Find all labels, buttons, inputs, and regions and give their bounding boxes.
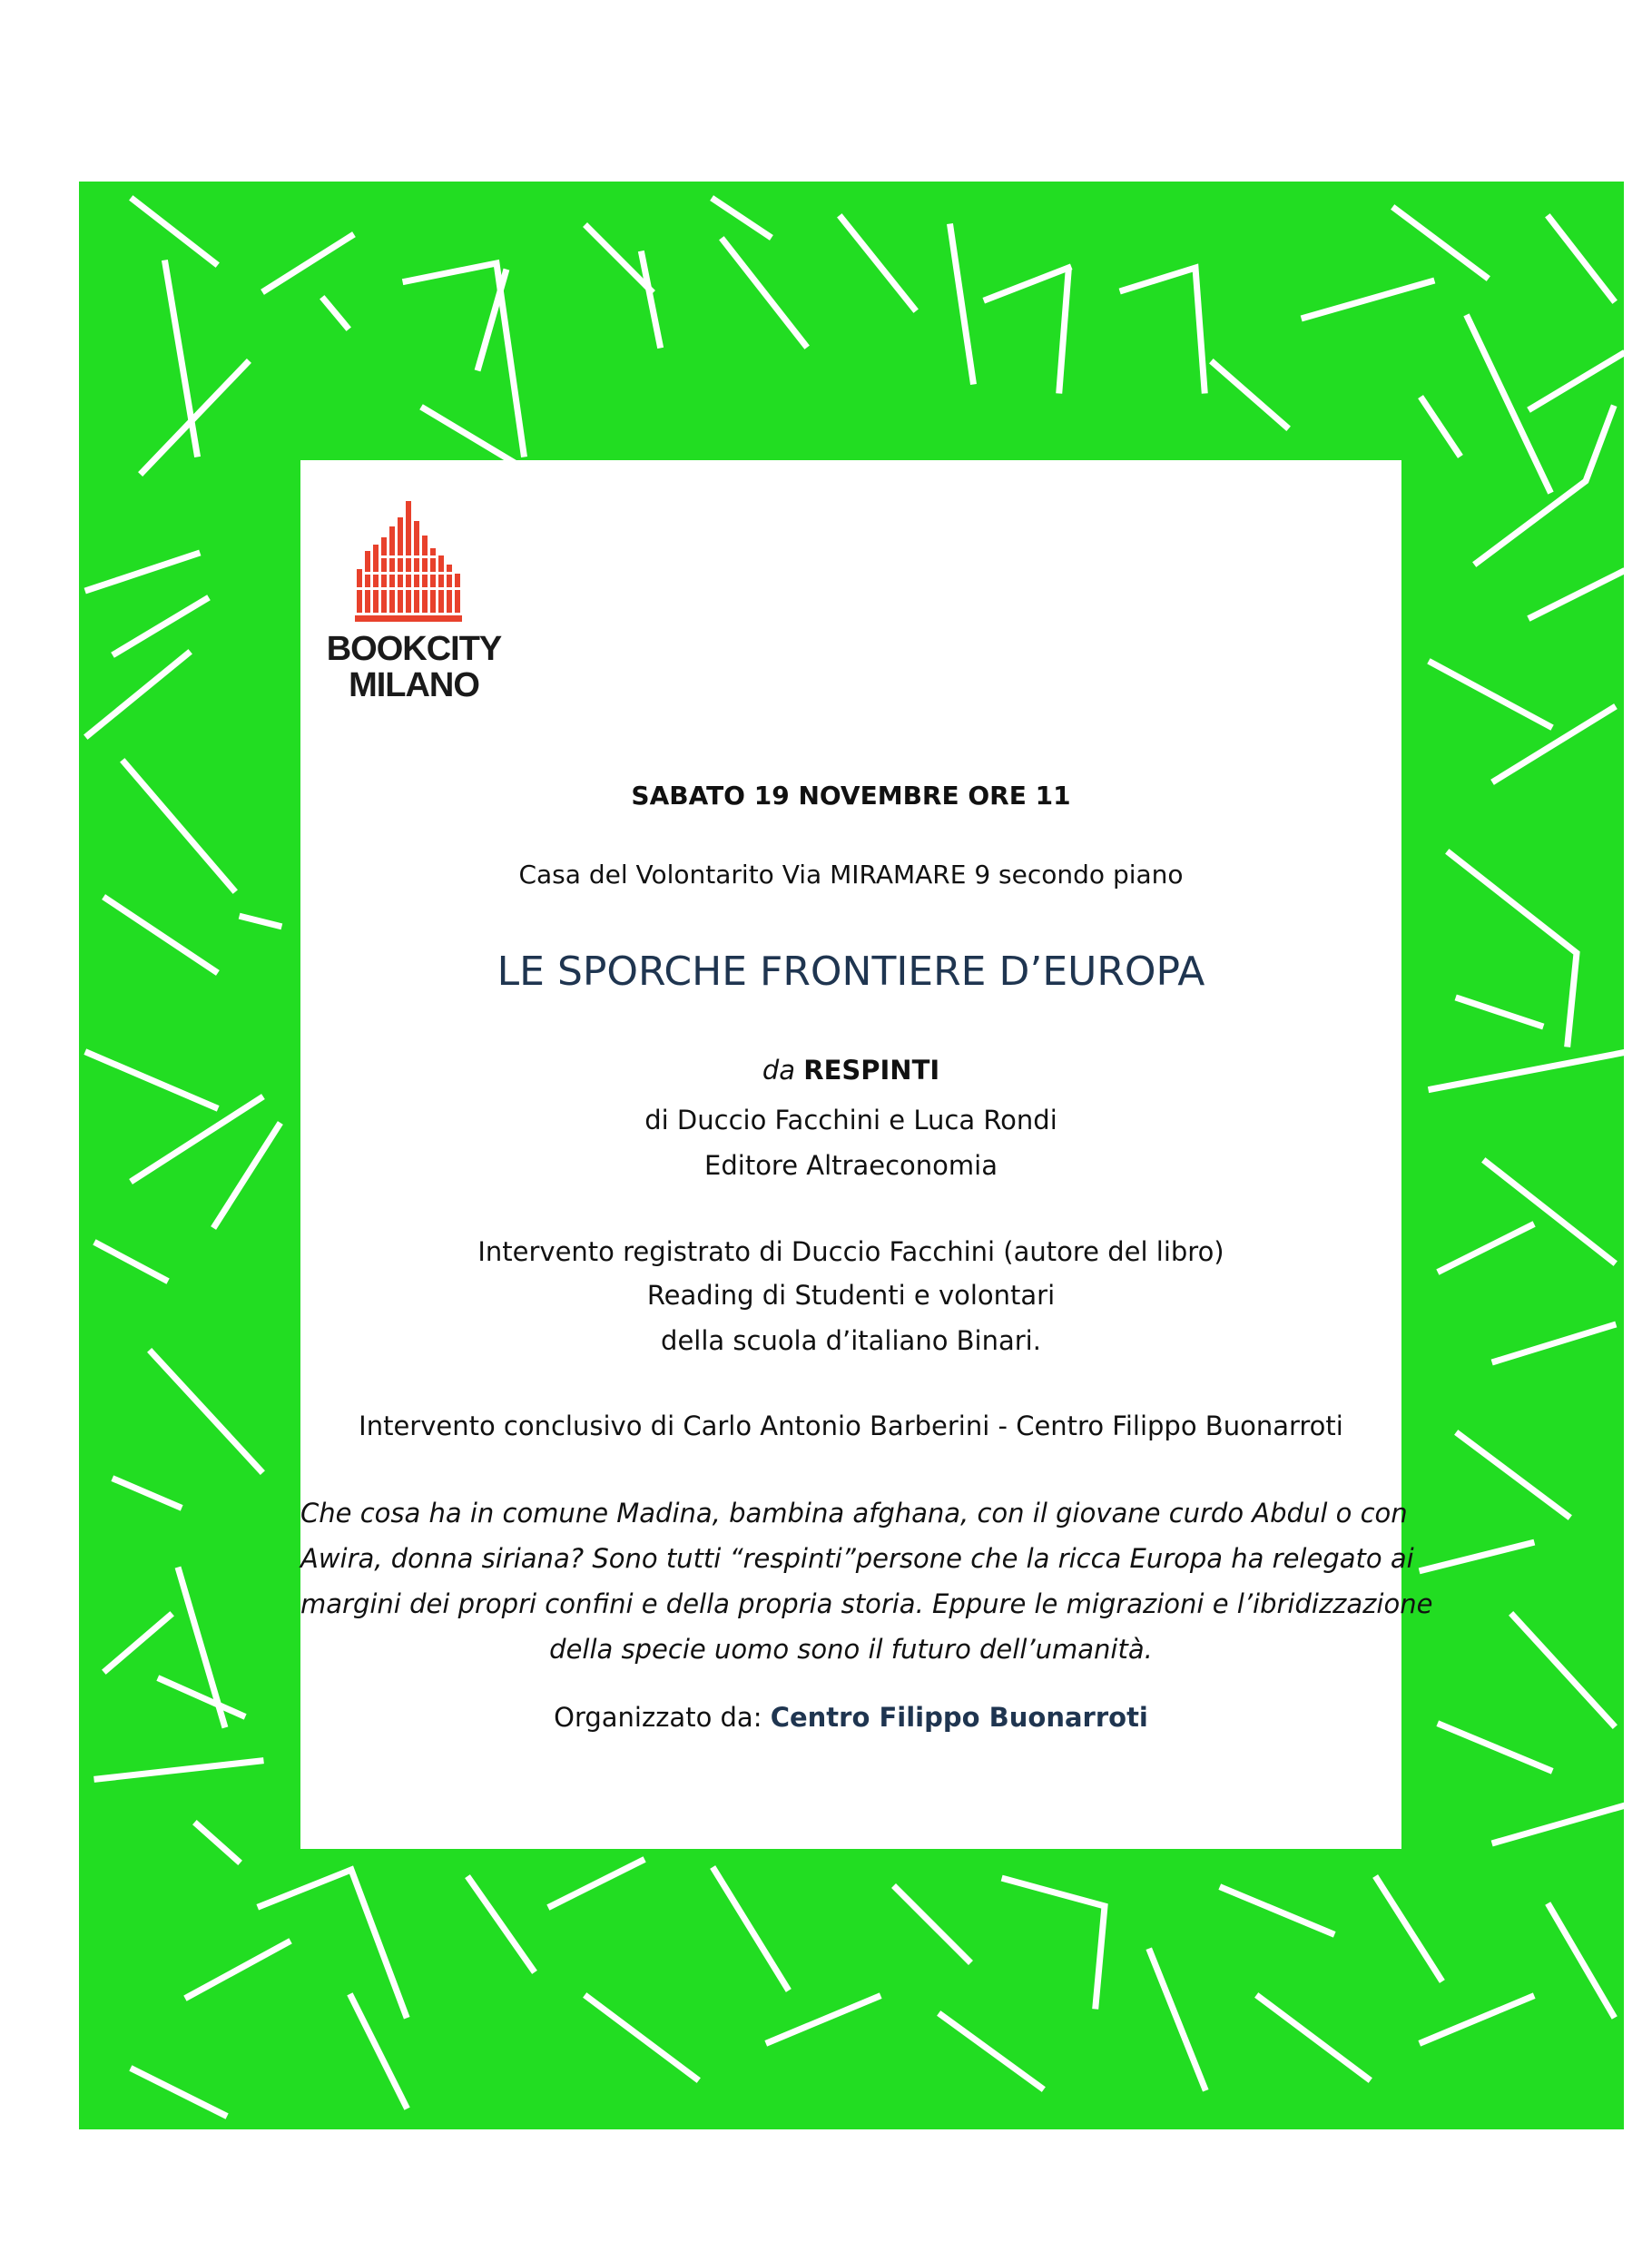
book-source — [300, 1055, 1401, 1086]
program-line: Intervento registrato di Duccio Facchini (autore del libro) — [477, 1236, 1224, 1267]
logo-wordmark — [323, 631, 505, 703]
book-publisher: Editore Altraeconomia — [704, 1150, 998, 1181]
bookshelf-skyline-icon — [355, 501, 464, 624]
book-title: RESPINTI — [803, 1055, 940, 1086]
event-venue: Casa del Volontarito Via MIRAMARE 9 secondo piano — [518, 860, 1184, 890]
organizer-label: Organizzato da: — [554, 1702, 762, 1733]
book-authors: di Duccio Facchini e Luca Rondi — [644, 1105, 1057, 1135]
program-line: Reading di Studenti e volontari — [646, 1280, 1056, 1311]
description-line: margini dei propri confini e della propria storia. Eppure le migrazioni e l’ibridizzazione — [300, 1588, 1433, 1619]
bookcity-logo — [323, 501, 505, 719]
conclusion-line: Intervento conclusivo di Carlo Antonio Barberini - Centro Filippo Buonarroti — [359, 1411, 1343, 1441]
logo-line-1: BOOKCITY — [326, 630, 502, 668]
from-prefix: da — [762, 1055, 796, 1086]
organizer-line — [300, 1702, 1401, 1733]
description-line: Che cosa ha in comune Madina, bambina afghana, con il giovane curdo Abdul o con — [300, 1498, 1408, 1529]
event-description — [300, 1490, 1433, 1672]
event-card — [300, 460, 1433, 1849]
event-date: SABATO 19 NOVEMBRE ORE 11 — [631, 781, 1071, 811]
logo-line-2: MILANO — [349, 666, 479, 704]
program-line: della scuola d’italiano Binari. — [661, 1325, 1041, 1356]
description-line: della specie uomo sono il futuro dell’umanità. — [549, 1634, 1153, 1665]
organizer-name: Centro Filippo Buonarroti — [770, 1702, 1148, 1733]
description-line: Awira, donna siriana? Sono tutti “respinti”persone che la ricca Europa ha relegato ai — [300, 1543, 1414, 1574]
event-title: LE SPORCHE FRONTIERE D’EUROPA — [497, 949, 1205, 995]
